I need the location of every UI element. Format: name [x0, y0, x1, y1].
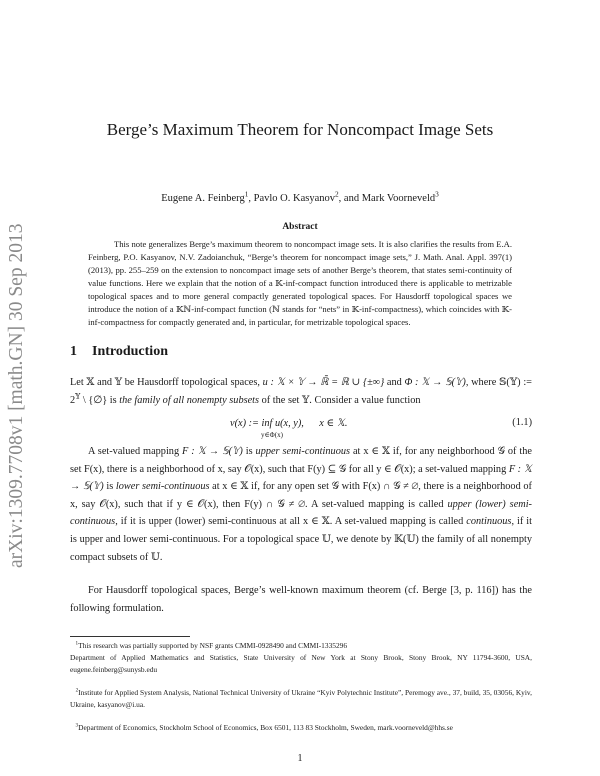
- footnote-line: [70, 640, 532, 652]
- text-run: , if it is upper and lower semi-continuous. For a topological space 𝕌, we denote by 𝕂(𝕌) the family of all nonempty compact subsets of 𝕌.: [70, 516, 532, 563]
- author-separator: , and: [338, 193, 362, 204]
- equation-subscript: y∈Φ(x): [261, 431, 283, 439]
- emphasis-text: the family of all nonempty subsets: [119, 394, 260, 406]
- abstract-heading: Abstract: [282, 222, 318, 232]
- equation-expression: [230, 417, 348, 429]
- author-mark: 3: [435, 189, 439, 199]
- text-run: \ {∅} is: [80, 394, 120, 406]
- equation-number: (1.1): [512, 417, 532, 428]
- footnote-mark: 1: [75, 640, 79, 647]
- footnote-text: Institute for Applied System Analysis, National Technical University of Ukraine “Kyiv Polytechnic Institute”, Peremogy ave., 37, build, 35, 03056, Kyiv, Ukraine, kasyanov@i.ua.: [70, 688, 532, 709]
- equation-1-1: [70, 415, 532, 439]
- arxiv-identifier: arXiv:1309.7708v1 [math.GN] 30 Sep 2013: [6, 223, 27, 568]
- text-run: of the set 𝕐. Consider a value function: [259, 394, 421, 406]
- author-mark: 2: [335, 189, 339, 199]
- paragraph-definitions: [70, 443, 532, 566]
- text-run: is: [242, 446, 256, 457]
- math-superscript: 𝕐: [75, 392, 81, 401]
- paragraph: [70, 374, 532, 409]
- text-run: at x ∈ 𝕏 if, for any neighborhood 𝒢 of the set F(x), there is a neighborhood of x, say 𝒪(x), such that F(y) ⊆ 𝒢 for all y ∈ 𝒪(x); a set-valued mapping: [70, 446, 532, 475]
- section-title: Introduction: [92, 344, 168, 359]
- footnote-2: [70, 687, 532, 711]
- footnote-line: [70, 687, 532, 711]
- equation-lhs: v(x) := inf u(x, y),: [230, 418, 304, 429]
- footnote-rule: [70, 636, 190, 637]
- paragraph: For Hausdorff topological spaces, Berge’s well-known maximum theorem (cf. Berge [3, p. 116]) has the following formulation.: [70, 585, 532, 614]
- text-run: A set-valued mapping: [88, 446, 183, 457]
- text-run: Let 𝕏 and 𝕐 be Hausdorff topological spaces,: [70, 377, 263, 388]
- author-voorneveld: Mark Voorneveld: [361, 193, 436, 204]
- author-mark: 1: [244, 189, 249, 199]
- emphasis-text: continuous: [466, 516, 512, 528]
- text-run: is: [103, 481, 116, 493]
- paragraph: [70, 443, 532, 566]
- footnote-text: Department of Economics, Stockholm School of Economics, Box 6501, 113 83 Stockholm, Sweden, mark.voorneveld@hhs.se: [78, 723, 453, 732]
- equation-condition: x ∈ 𝕏.: [319, 418, 348, 429]
- section-heading: [70, 344, 168, 360]
- emphasis-text: upper semi-continuous: [255, 446, 351, 457]
- emphasis-text: lower semi-continuous: [115, 481, 210, 493]
- page-number: 1: [297, 753, 303, 764]
- author-kasyanov: Pavlo O. Kasyanov: [253, 193, 335, 204]
- emphasis-text: upper (lower) semi-continuous: [70, 498, 532, 528]
- paragraph-intro: [70, 374, 532, 409]
- footnote-1: [70, 640, 532, 675]
- footnote-3: [70, 722, 532, 734]
- footnote-line: [70, 722, 532, 734]
- math-run: F : 𝕏 → 𝕊(𝕐): [182, 446, 243, 457]
- author-feinberg: Eugene A. Feinberg: [161, 193, 245, 204]
- footnote-line: Department of Applied Mathematics and Statistics, State University of New York at Stony Brook, Stony Brook, NY 11794-3600, USA, eugene.feinberg@sunysb.edu: [70, 652, 532, 674]
- abstract-body: [88, 238, 512, 329]
- section-number: 1: [70, 344, 77, 359]
- text-run: , if it is upper (lower) semi-continuous at all x ∈ 𝕏. A set-valued mapping is called: [115, 516, 467, 528]
- author-list: [60, 189, 540, 204]
- author-separator: ,: [248, 193, 254, 204]
- paper-title: Berge’s Maximum Theorem for Noncompact Image Sets: [106, 120, 494, 139]
- math-run: F : 𝕏 → 𝕊(𝕐): [70, 463, 532, 493]
- text-run: and: [384, 377, 405, 388]
- text-run: , where 𝕊(𝕐) := 2: [70, 377, 532, 406]
- math-run: Φ : 𝕏 → 𝕊(𝕐): [404, 377, 466, 388]
- footnote-mark: 2: [75, 687, 79, 694]
- abstract-text: This note generalizes Berge’s maximum theorem to noncompact image sets. It is also clarifies the results from E.A. Feinberg, P.O. Kasyanov, N.V. Zadoianchuk, “Berge’s theorem for noncompact image sets,” J. Math. Anal. Appl. 397(1)(2013), pp. 255–259 on the extension to noncompact image sets of another Berge’s theorem, that states semi-continuity of value functions. Here we explain that the notion of a 𝕂-inf-compact function introduced there is applicable to metrizable topological spaces and to more general compactly generated topological spaces. For Hausdorff topological spaces we introduce the notion of a 𝕂ℕ-inf-compact function (ℕ stands for “nets” in 𝕂-inf-compactness), which coincides with 𝕂-inf-compactness for compactly generated and, in particular, for metrizable topological spaces.: [88, 239, 512, 327]
- text-run: at x ∈ 𝕏 if, for any open set 𝒢 with F(x) ∩ 𝒢 ≠ ∅, there is a neighborhood of x, say 𝒪(x), such that if y ∈ 𝒪(x), then F(y) ∩ 𝒢 ≠ ∅. A set-valued mapping is called: [70, 481, 532, 510]
- math-run: u : 𝕏 × 𝕐 → ℝ̄ = ℝ ∪ {±∞}: [262, 377, 385, 388]
- footnote-text: This research was partially supported by NSF grants CMMI-0928490 and CMMI-1335296: [78, 641, 348, 650]
- paragraph-berge: [70, 582, 532, 617]
- footnote-mark: 3: [75, 722, 79, 729]
